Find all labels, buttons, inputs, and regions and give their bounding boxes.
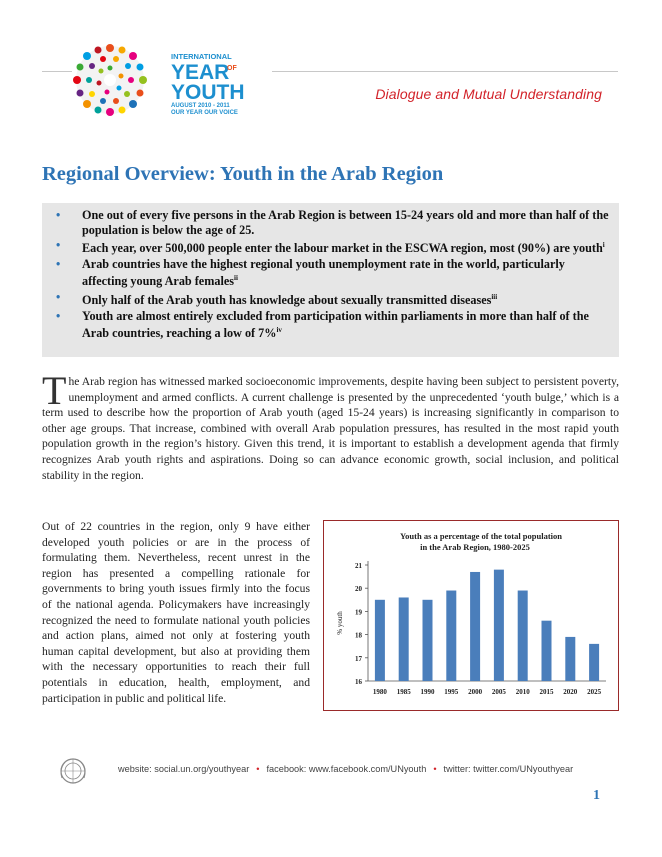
bar-1990 xyxy=(423,600,433,681)
key-fact-item xyxy=(42,309,609,341)
colorful-circle-emblem xyxy=(73,44,147,116)
x-tick-label: 2010 xyxy=(515,688,530,696)
intro-text: he Arab region has witnessed marked socioeconomic improvements, despite having been subject to persistent poverty, unemployment and armed conflicts. A current challenge is presented by the unprecedented ‘youth bulge,’ which is a term used to describe how the proportion of Arab youth (aged 15-24 years) is increasing significantly in comparison to other age groups. That increase, combined with overall Arab population pressures, has resulted in the most rapid youth population growth in the region’s history. Given this trend, it is important to establish a development agenda that firmly recognizes Arab youth rights and aspirations. Doing so can advance economic growth, social inclusion, and political stability in the region. xyxy=(42,375,619,482)
page-number: 1 xyxy=(593,788,600,803)
bullet-icon: • xyxy=(56,308,61,323)
logo-line3: YOUTH xyxy=(171,81,245,104)
logo-line5: OUR YEAR OUR VOICE xyxy=(171,110,238,116)
x-tick-label: 2025 xyxy=(587,688,602,696)
key-fact-text: Arab countries have the highest regional youth unemployment rate in the world, particularly affecting young Arab females xyxy=(82,256,565,289)
page-title: Regional Overview: Youth in the Arab Region xyxy=(42,163,444,185)
body-paragraph: Out of 22 countries in the region, only 9 have either developed youth policies or are in the process of formulating them. Nevertheless, recent unrest in the region has presented a compelling rationale for governments to bring youth issues firmly into the focus of the national agenda. Policymakers have increasingly recognized the need to formulate national youth policies and action plans, aimed not only at fostering youth human capital development, but also at providing them with the necessary opportunities to reach their full potentials in education, health, employment, and participation in public and political life. xyxy=(42,520,310,705)
bar-2005 xyxy=(494,570,504,681)
key-facts-box xyxy=(42,203,619,357)
separator-dot: • xyxy=(433,764,437,774)
key-fact-item xyxy=(42,238,609,256)
x-tick-label: 1980 xyxy=(372,688,387,696)
logo-line2: YEAR xyxy=(171,61,230,84)
logo-line1: INTERNATIONAL xyxy=(171,52,232,61)
bar-1985 xyxy=(399,597,409,681)
dropcap: T xyxy=(42,368,67,413)
chart-svg xyxy=(324,521,618,710)
bullet-icon: • xyxy=(56,208,61,222)
key-fact-text: Youth are almost entirely excluded from participation within parliaments in more than half of the Arab countries, reaching a low of 7% xyxy=(82,308,589,341)
footnote-ref[interactable]: i xyxy=(602,241,605,250)
bullet-icon: • xyxy=(56,290,61,305)
bar-2020 xyxy=(565,637,575,681)
x-tick-label: 1995 xyxy=(444,688,459,696)
header-tagline: Dialogue and Mutual Understanding xyxy=(375,86,602,102)
website-link[interactable]: website: social.un.org/youthyear xyxy=(118,764,250,774)
y-tick-label: 18 xyxy=(355,631,362,640)
footnote-ref[interactable]: ii xyxy=(234,274,238,283)
twitter-link[interactable]: twitter: twitter.com/UNyouthyear xyxy=(443,764,574,774)
bar-2000 xyxy=(470,572,480,681)
x-tick-label: 1985 xyxy=(396,688,411,696)
facebook-link[interactable]: facebook: www.facebook.com/UNyouth xyxy=(266,764,427,774)
chart-title-line1: Youth as a percentage of the total population xyxy=(399,531,563,541)
y-tick-label: 16 xyxy=(355,678,362,686)
y-tick-label: 21 xyxy=(355,562,362,570)
y-tick-label: 20 xyxy=(355,585,362,594)
header-rule-right xyxy=(272,71,618,72)
key-fact-item xyxy=(42,257,609,289)
x-tick-label: 1990 xyxy=(420,688,435,696)
y-axis-label: % youth xyxy=(336,611,344,635)
x-tick-label: 2020 xyxy=(563,688,578,696)
separator-dot: • xyxy=(256,764,260,774)
iyy-logo-graphic xyxy=(70,40,270,120)
footnote-ref[interactable]: iv xyxy=(276,326,282,335)
bar-1995 xyxy=(446,591,456,681)
bar-2010 xyxy=(518,591,528,681)
youth-chart xyxy=(323,520,619,711)
key-fact-text: Only half of the Arab youth has knowledge about sexually transmitted diseases xyxy=(82,293,492,308)
x-tick-label: 2015 xyxy=(539,688,554,696)
footnote-ref[interactable]: iii xyxy=(491,293,498,302)
y-tick-label: 19 xyxy=(355,608,362,617)
x-tick-label: 2000 xyxy=(468,688,483,696)
intro-paragraph xyxy=(42,368,619,483)
key-fact-item xyxy=(42,290,609,308)
key-fact-text: Each year, over 500,000 people enter the labour market in the ESCWA region, most (90%) are youth xyxy=(82,241,603,256)
bullet-icon: • xyxy=(56,238,61,253)
bar-1980 xyxy=(375,600,385,681)
bar-2025 xyxy=(589,644,599,681)
key-facts-list xyxy=(42,203,619,341)
bar-2015 xyxy=(542,621,552,681)
iyy-logo xyxy=(70,40,270,120)
footer-links xyxy=(118,764,573,774)
y-tick-label: 17 xyxy=(355,654,362,663)
un-emblem-icon xyxy=(58,756,88,786)
key-fact-item xyxy=(42,208,609,237)
header-rule-left xyxy=(42,71,72,72)
key-fact-text: One out of every five persons in the Arab Region is between 15-24 years old and more than half of the population is below the age of 25. xyxy=(82,208,609,237)
logo-line4: AUGUST 2010 - 2011 xyxy=(171,103,230,109)
footer xyxy=(46,756,626,786)
chart-title-line2: in the Arab Region, 1980-2025 xyxy=(420,542,530,552)
bullet-icon: • xyxy=(56,256,61,271)
logo-of: OF xyxy=(227,65,237,72)
x-tick-label: 2005 xyxy=(491,688,506,696)
